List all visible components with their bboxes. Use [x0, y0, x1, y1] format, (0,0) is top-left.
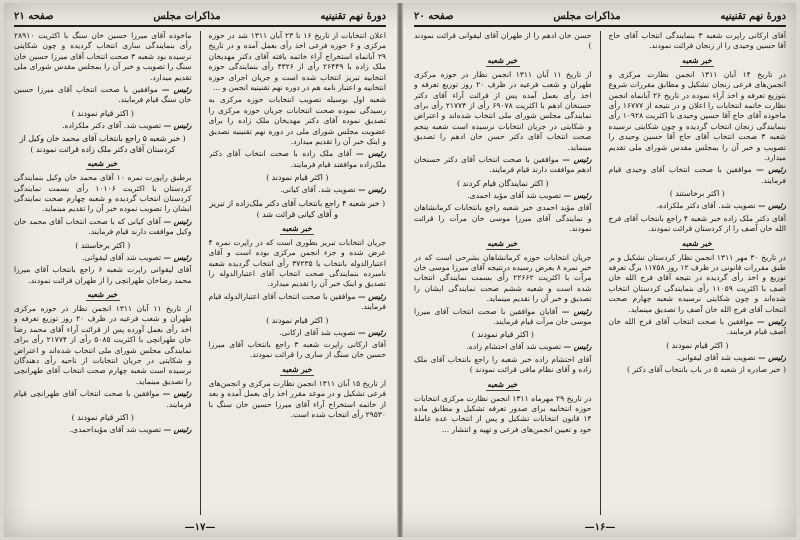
body-paragraph: برطبق راپورت نمره ۱۰ آقای محمد خان وکیل بنمایندگی کردستان با اکثریت ۱۰۱۰۶ رأی بسمت نمایندگی کردستان انتخاب گردیده و شعبه چهارم صحت نمایندگی ایشان را تصویب نموده خبر آن را تقدیم مینماید.	[14, 173, 192, 214]
speech-text: تصویب شد آقای ارکانی.	[279, 327, 358, 337]
left-page	[4, 3, 396, 537]
speaker-paragraph	[609, 201, 787, 211]
speaker-paragraph	[414, 342, 592, 352]
right-columns	[414, 31, 786, 515]
book-spread	[4, 3, 796, 537]
speaker-name: رئیس —	[756, 165, 786, 175]
speaker-paragraph	[14, 253, 192, 263]
body-paragraph: از تاریخ ۱۱ آبان ۱۳۱۱ انجمن نظار در حوزه مرکزی طهران و شعب فرعیه در ظرف ۲۰ روز توزیع تعرفه و اخذ رأی بعمل آمده پس از قرائت آراء آقای دکتر حسنخان ادهم با اکثریت ۶۹۰۷۸ رأی از ۲۱۷۷۴ رأی برای نمایندگی مجلس شورای ملی انتخاب شده‌اند و اعتراض و شکایتی در جریان انتخابات نرسیده است شعبه پنجم صحت انتخاب آقای دکتر حسن خان ادهم را تصدیق مینماید.	[414, 69, 592, 152]
speaker-paragraph	[14, 121, 192, 131]
right-page	[404, 3, 796, 537]
column-divider	[600, 31, 601, 515]
section-heading-row	[414, 54, 592, 68]
procedural-note: ( اکثر قیام نمودند )	[666, 340, 729, 350]
procedural-note: ( خبر شعبه ۴ راجع بانتخاب آقای دکتر ملک‌زاده از تبریز و آقای کیانی قرائت شد )	[209, 198, 386, 219]
speech-text: موافقین با صحت انتخاب آقای میرزا حسین خان سنگ قیام فرمایند.	[14, 85, 192, 105]
speech-text: تصویب شد. آقای کیانی.	[280, 185, 358, 195]
speaker-name: رئیس —	[358, 327, 386, 337]
procedural-note: ( اکثر قیام نمودند )	[71, 108, 134, 118]
left-page-label: صفحه ۲۱	[14, 10, 54, 22]
speaker-paragraph	[609, 165, 787, 186]
speaker-name: رئیس —	[561, 306, 592, 316]
column-divider	[200, 31, 201, 515]
body-paragraph: آقای ارکانی راپرت شعبه ۳ راجع بانتخاب آقای میرزا حسین خان سنگ از ساری را قرائت نمودند.	[208, 339, 386, 360]
procedural-note: ( اکثر قیام نمودند )	[266, 315, 329, 325]
speaker-paragraph	[14, 389, 192, 410]
body-paragraph: آقای احتشام زاده خبر شعبه را راجع بانتخاب آقای ملک زاده و آقای نظام مافی قرائت نمودند )	[414, 354, 592, 375]
speech-text: موافقین با صحت انتخاب آقای طهرانچی قیام فرمایند.	[14, 389, 192, 409]
procedural-note: ( اکثر نمایندگان قیام کردند )	[456, 178, 549, 188]
speaker-name: رئیس —	[758, 352, 786, 362]
procedural-note: ( اکثر قیام نمودند )	[266, 173, 329, 183]
left-session-label: دورهٔ نهم تقنینیه	[320, 10, 386, 22]
speaker-name: رئیس —	[357, 291, 386, 301]
body-paragraph: شعبه اول بوسیله تصویب انتخابات حوزه مرکزی به رسیدگی نموده صحت انتخابات جریان حوزه مرکزی را تصدیق نموده آقای دکتر مهدیخان ملک زاده را برای عضویت مجلس شورای ملی در دوره نهم تقنینیه تصدیق و اینک خبر آن را تقدیم میدارد.	[208, 95, 386, 147]
speech-text: موافقین با صحت انتخاب آقای دکتر حسنخان ادهم موافقت دارند قیام فرمایند.	[414, 155, 592, 175]
speech-text: تصویب شد. آقای دکتر ملکزاده.	[62, 120, 164, 130]
body-paragraph: در تاریخ ۲۹ مهرماه ۱۳۱۱ انجمن نظارت مرکزی انتخابات حوزه انتخابیه برای صدور تعرفه تشکیل و مطابق ماده ۱۴ قانون انتخابات تشکیل و پس از انتخاب عده عاملۀ خود و تعیین انجمن‌های فرعی و تهیه و انتشار ...	[414, 393, 592, 434]
speaker-name: رئیس —	[563, 342, 592, 352]
section-heading-row	[414, 378, 592, 392]
speech-text: تصویب شد آقای احتشام زاده.	[466, 342, 564, 352]
speech-text: تصویب شد آقای لیقوانی.	[676, 352, 758, 362]
procedural-note: ( اکثر قیام نمودند )	[471, 330, 534, 340]
speech-text: آقایان موافقین با صحت انتخاب آقای میرزا موسی خان مرآت قیام فرمایند.	[414, 306, 592, 326]
speaker-paragraph	[209, 328, 387, 338]
speech-text: موافقین با صحت انتخاب آقای اعتبارالدوله قیام فرمایند.	[208, 291, 386, 312]
section-heading: خبر شعبه	[487, 238, 518, 248]
right-title: مذاکرات مجلس	[553, 10, 621, 22]
speaker-paragraph	[14, 425, 192, 435]
body-paragraph: آقای لیقوانی راپرت شعبه ۶ راجع بانتخاب آقای میرزا محمد رضاخان طهرانچی را از طهران قرائت نمودند.	[14, 265, 192, 285]
procedural-note: ( اکثر برخاستند )	[75, 240, 131, 250]
body-paragraph: از تاریخ ۱۵ آبان ۱۳۱۱ انجمن نظارت مرکزی و انجمن‌های فرعی تشکیل و در موعد مقرر اخذ رأی بعمل آمده و بعد از خاتمه استخراج آراء آقای میرزا حسین خان سنگ با ۲۹۵۳۰ رأی انتخاب شده است.	[208, 378, 386, 419]
body-paragraph: اعلان انتخابات از تاریخ ۱۶ تا ۲۳ آبان ۱۳۱۱ شد در حوزه مرکزی و ۶ حوزه فرعی اخذ رأی بعمل آمده و در تاریخ ۲۹ آبانماه استخراج آراء خاتمه یافته آقای دکتر مهدیخان ملک زاده با ۲۶۴۴۹ رأی از ۴۳۲۶ رأی بنمایندگی حوزه انتخابیه تبریز انتخاب شده است و جریان اجرای حوزه انتخابیه و اعتبار نامه هم در دوره نهم تقنینیه انجمن و ...	[208, 31, 386, 93]
body-paragraph: ماخوذه آقای میرزا حسین خان سنگ با اکثریت ۲۸۹۱۰ رأی بنمایندگی ساری انتخاب گردیده و چون شکایتی نرسیده بود شعبه ۳ صحت انتخاب آقای میرزا حسین خان سنگ را تصویب و خبر آن را بمجلس مقدس شورای ملی تقدیم میدارد.	[14, 31, 192, 82]
speech-text: آقای کیانی که با صحت انتخاب آقای محمد خان وکیل موافقت دارند قیام فرمایند.	[14, 216, 192, 237]
right-page-number: —۱۶—	[584, 522, 616, 533]
section-heading: خبر شعبه	[487, 55, 518, 65]
speech-text: تصویب شد آقای مؤیداحمدی.	[69, 424, 164, 434]
book-gutter	[397, 3, 403, 537]
speaker-name: رئیس —	[163, 424, 192, 434]
speech-text: تصویب شد آقای مؤید احمدی.	[467, 190, 564, 200]
body-paragraph: حسن خان ادهم را از طهران آقای لیقوانی قرائت نمودند )	[414, 31, 592, 51]
right-session-label: دورهٔ نهم تقنینیه	[720, 10, 786, 22]
speech-text: تصویب شد. آقای دکتر ملکزاده.	[656, 201, 758, 211]
speaker-paragraph	[14, 85, 192, 106]
left-col-right	[209, 31, 387, 515]
speaker-paragraph	[414, 191, 592, 201]
section-heading-row	[414, 237, 592, 251]
section-heading: خبر شعبه	[682, 55, 713, 65]
section-heading-row	[609, 54, 787, 68]
speaker-paragraph	[609, 353, 787, 363]
speaker-name: رئیس —	[563, 190, 592, 200]
body-paragraph: در تاریخ ۳۰ مهر ۱۳۱۱ انجمن نظار کردستان تشکیل و بر طبق مقررات قانونی در ظرف ۱۲ روز ۱۱۷۵۸ برگ تعرفه توزیع و اخذ رأی گردیده در نتیجه آقای فرج الله خان آصف با اکثریت ۱۱۰۵۹ رأی بنمایندگی کردستان انتخاب شده‌اند و چون شکایتی نرسیده شعبه چهارم صحت انتخاب آقای فرج الله خان آصف را تصدیق مینماید.	[608, 252, 786, 314]
speech-text: آقای ملک زاده با صحت انتخاب آقای دکتر ملک‌زاده موافقند قیام فرمایند.	[208, 149, 386, 169]
speaker-name: رئیس —	[358, 185, 386, 195]
speaker-paragraph	[414, 307, 592, 328]
procedural-note: ( اکثر برخاستند )	[669, 189, 725, 199]
section-heading-row	[209, 222, 387, 236]
section-heading: خبر شعبه	[87, 289, 118, 299]
section-heading-row	[14, 157, 192, 171]
speaker-name: رئیس —	[756, 316, 786, 326]
right-page-label: صفحه ۲۰	[414, 10, 454, 22]
speech-text: موافقین با صحت انتخاب آقای وحیدی قیام فرمایند.	[608, 165, 786, 185]
speaker-name: رئیس —	[355, 149, 386, 159]
section-heading-row	[209, 363, 387, 377]
section-heading: خبر شعبه	[282, 223, 313, 233]
section-heading-row	[14, 288, 192, 302]
speaker-name: رئیس —	[163, 252, 192, 262]
speaker-name: رئیس —	[562, 155, 592, 165]
speaker-name: رئیس —	[163, 216, 192, 226]
left-page-number: —۱۷—	[184, 522, 216, 533]
body-paragraph: از تاریخ ۱۱ آبان ۱۳۱۱ انجمن نظار در حوزه مرکزی طهران و شعب فرعیه در ظرف ۲۰ روز توزیع تعرفه و اخذ رأی بعمل آورده پس از قرائت آراء آقای محمد رضا خان طهرانچی با اکثریت ۵۰۸۵ رأی از ۲۱۷۷۴ رأی برای نمایندگی مجلس شورای ملی انتخاب شده‌اند و اعتراض و شکایتی در جریان انتخابات از ناحیه رأی دهندگان نرسیده است شعبه چهارم صحت انتخاب آقای طهرانچی را تصدیق مینماید.	[14, 303, 192, 386]
procedural-note: ( خبر شعبه ۵ راجع بانتخاب آقای محمد خان وکیل از کردستان آقای دکتر ملک زاده قرائت نمودند )	[19, 134, 186, 155]
speaker-paragraph	[14, 217, 192, 238]
speaker-paragraph	[209, 149, 387, 170]
speaker-paragraph	[209, 292, 387, 313]
speaker-paragraph	[609, 317, 787, 338]
procedural-note: ( اکثر قیام نمودند )	[71, 412, 134, 422]
right-page-header	[414, 9, 786, 27]
section-heading: خبر شعبه	[487, 379, 518, 389]
speaker-paragraph	[209, 185, 387, 195]
body-paragraph: آقای دکتر ملک زاده خبر شعبه ۴ راجع بانتخاب آقای فرج الله خان آصف را از کردستان قرائت نمودند.	[608, 213, 786, 234]
left-col-left	[14, 31, 192, 515]
speaker-name: رئیس —	[162, 389, 192, 399]
body-paragraph: آقای ارکانی راپرت شعبه ۳ بنمایندگی انتخاب آقای حاج آقا حسین وحیدی را از زنجان قرائت نمودند.	[608, 31, 786, 51]
speaker-name: رئیس —	[163, 120, 192, 130]
section-heading: خبر شعبه	[682, 238, 713, 248]
speech-text: موافقین با صحت انتخاب آقای فرج الله خان آصف قیام فرمایند.	[608, 316, 786, 337]
body-paragraph: آقای مؤید احمدی خبر شعبه راجع بانتخابات کرمانشاهان و نمایندگی آقای میرزا موسی خان مرآت را قرائت نمودند.	[414, 203, 592, 234]
left-page-header	[14, 9, 386, 27]
left-columns	[14, 31, 386, 515]
section-heading-row	[609, 237, 787, 251]
left-title: مذاکرات مجلس	[153, 10, 221, 22]
right-col-left	[414, 31, 592, 515]
section-heading: خبر شعبه	[282, 364, 313, 374]
speaker-name: رئیس —	[758, 201, 786, 211]
body-paragraph: جریان انتخابات حوزه کرمانشاهان بشرحی است که در خبر نمره ۸ بعرض رسیده درنتیجه آقای میرزا موسی خان مرآت با اکثریت ۲۲۶۶۲ رأی بسمت نمایندگی انتخاب شده است و شعبه ششم صحت نمایندگی ایشان را تصدیق و خبر آن را تقدیم مینماید.	[414, 252, 592, 304]
body-paragraph: ( خبر صادره از شعبه ۵ در باب بانتخاب آقای دکتر )	[626, 365, 786, 375]
speaker-name: رئیس —	[161, 85, 192, 95]
body-paragraph: در تاریخ ۱۴ آبان ۱۳۱۱ انجمن نظارت مرکزی و انجمن‌های فرعی زنجان تشکیل و مطابق مقررات شروع بتوزیع تعرفه و اخذ آراء نموده در تاریخ ۲۶ آبانماه انجمن نظارت خاتمه انتخابات را اعلان و در نتیجه از ۱۶۷۷۷ رأی ماخوذه آقای حاج آقا حسین وحیدی با اکثریت ۱۰۹۲۸ رأی بنمایندگی زنجان انتخاب گردیده و چون شکایتی نرسیده شعبه ۳ صحت انتخاب آقای حاج آقا حسین وحیدی را تصویب و خبر آن را بمجلس مقدس شورای ملی تقدیم میدارد.	[608, 69, 786, 163]
body-paragraph: جریان انتخابات تبریز بطوری است که در راپرت نمره ۴ عرض شده و جزء انجمن مرکزی بوده است و آقای اعتبارالدوله بانتخاب با ۳۷۲۳۵ رأی انتخاب گردیده شعبه نامبرده بنمایندگی صحت انتخاب آقای اعتبارالدوله را تصدیق و اینک خبر آن را تقدیم میدارد.	[208, 237, 386, 289]
right-col-right	[609, 31, 787, 515]
speaker-paragraph	[414, 155, 592, 176]
section-heading: خبر شعبه	[87, 159, 118, 169]
speech-text: تصویب شد آقای لیقوانی.	[81, 252, 164, 262]
